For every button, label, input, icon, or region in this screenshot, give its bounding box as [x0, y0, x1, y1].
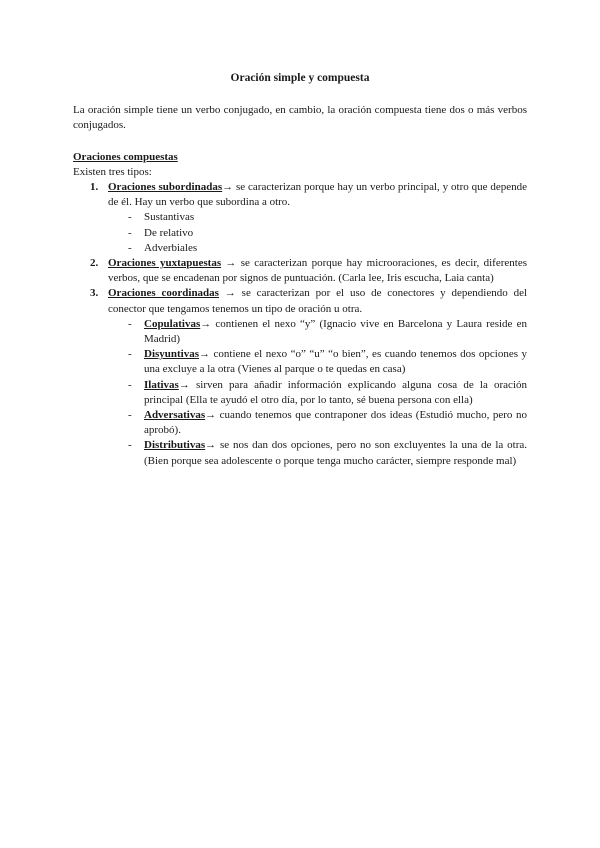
sub-item-text: contiene el nexo “o” “u” “o bien”, es cuando tenemos dos opciones y una excluye a la otra (Vienes al parque o te quedas en casa) — [144, 348, 527, 376]
types-list — [73, 180, 527, 469]
sub-term-label: Copulativas — [144, 317, 201, 330]
sub-item-text: sirven para añadir información explicando alguna cosa de la oración principal (Ella te ayudó el otro día, por lo tanto, sé buena persona con ella) — [144, 378, 527, 406]
sub-list-item — [108, 438, 527, 468]
sub-list-item — [108, 317, 527, 347]
types-intro: Existen tres tipos: — [73, 166, 152, 178]
arrow-icon: → — [218, 287, 236, 300]
sub-item-text: Sustantivas — [144, 211, 195, 224]
list-item — [73, 256, 527, 286]
list-number: 2. — [90, 257, 99, 270]
term-label: Oraciones subordinadas — [108, 181, 223, 193]
dash-bullet: - — [128, 439, 132, 452]
item-description: se caracterizan porque hay microoraciones, es decir, diferentes verbos, que se encadenan por signos de puntuación. (Carla lee, Iris escucha, Laia canta) — [108, 257, 527, 285]
sub-item-text: De relativo — [144, 226, 194, 239]
sub-list — [108, 317, 527, 469]
list-item — [73, 180, 527, 256]
dash-bullet: - — [128, 378, 132, 391]
item-description: se caracterizan por el uso de conectores y dependiendo del conector que tengamos tenemos un tipo de oración u otra. — [108, 287, 528, 315]
item-description: se caracterizan porque hay un verbo principal, y otro que depende de él. Hay un verbo que subordina a otro. — [108, 181, 527, 209]
sub-item-text: Adverbiales — [144, 241, 198, 254]
sub-list-item — [108, 378, 527, 408]
term-label: Oraciones yuxtapuestas — [108, 257, 222, 270]
sub-list-item — [108, 226, 527, 241]
list-item — [73, 286, 527, 468]
dash-bullet: - — [128, 241, 132, 254]
document-title: Oración simple y compuesta — [230, 72, 370, 84]
sub-term-label: Ilativas — [144, 378, 179, 391]
list-number: 1. — [90, 181, 99, 193]
sub-list-item — [108, 347, 527, 377]
intro-paragraph: La oración simple tiene un verbo conjugado, en cambio, la oración compuesta tiene dos o más verbos conjugados. — [73, 104, 527, 132]
list-number: 3. — [90, 287, 99, 300]
sub-item-text: se nos dan dos opciones, pero no son excluyentes la una de la otra. (Bien porque sea adolescente o porque tenga mucho carácter, siempre responde mal) — [144, 439, 527, 467]
sub-list — [108, 210, 527, 256]
sub-term-label: Disyuntivas — [144, 348, 200, 361]
term-label: Oraciones coordinadas — [108, 287, 219, 300]
arrow-icon: → — [199, 348, 211, 361]
sub-item-text: contienen el nexo “y” (Ignacio vive en Barcelona y Laura reside en Madrid) — [144, 317, 527, 346]
sub-item-text: cuando tenemos que contraponer dos ideas (Estudió mucho, pero no aprobó). — [144, 409, 527, 437]
arrow-icon: → — [205, 409, 217, 422]
sub-list-item — [108, 210, 527, 225]
sub-list-item — [108, 241, 527, 256]
dash-bullet: - — [128, 226, 132, 239]
sub-term-label: Adversativas — [144, 409, 206, 422]
arrow-icon: → — [221, 257, 237, 270]
arrow-icon: → — [205, 439, 217, 452]
dash-bullet: - — [128, 211, 132, 224]
section-heading: Oraciones compuestas — [73, 151, 178, 163]
arrow-icon: → — [178, 378, 190, 391]
dash-bullet: - — [128, 409, 132, 422]
arrow-icon: → — [222, 181, 234, 193]
sub-list-item — [108, 408, 527, 438]
arrow-icon: → — [200, 317, 212, 330]
dash-bullet: - — [128, 348, 132, 361]
dash-bullet: - — [128, 317, 132, 330]
sub-term-label: Distributivas — [144, 439, 206, 452]
